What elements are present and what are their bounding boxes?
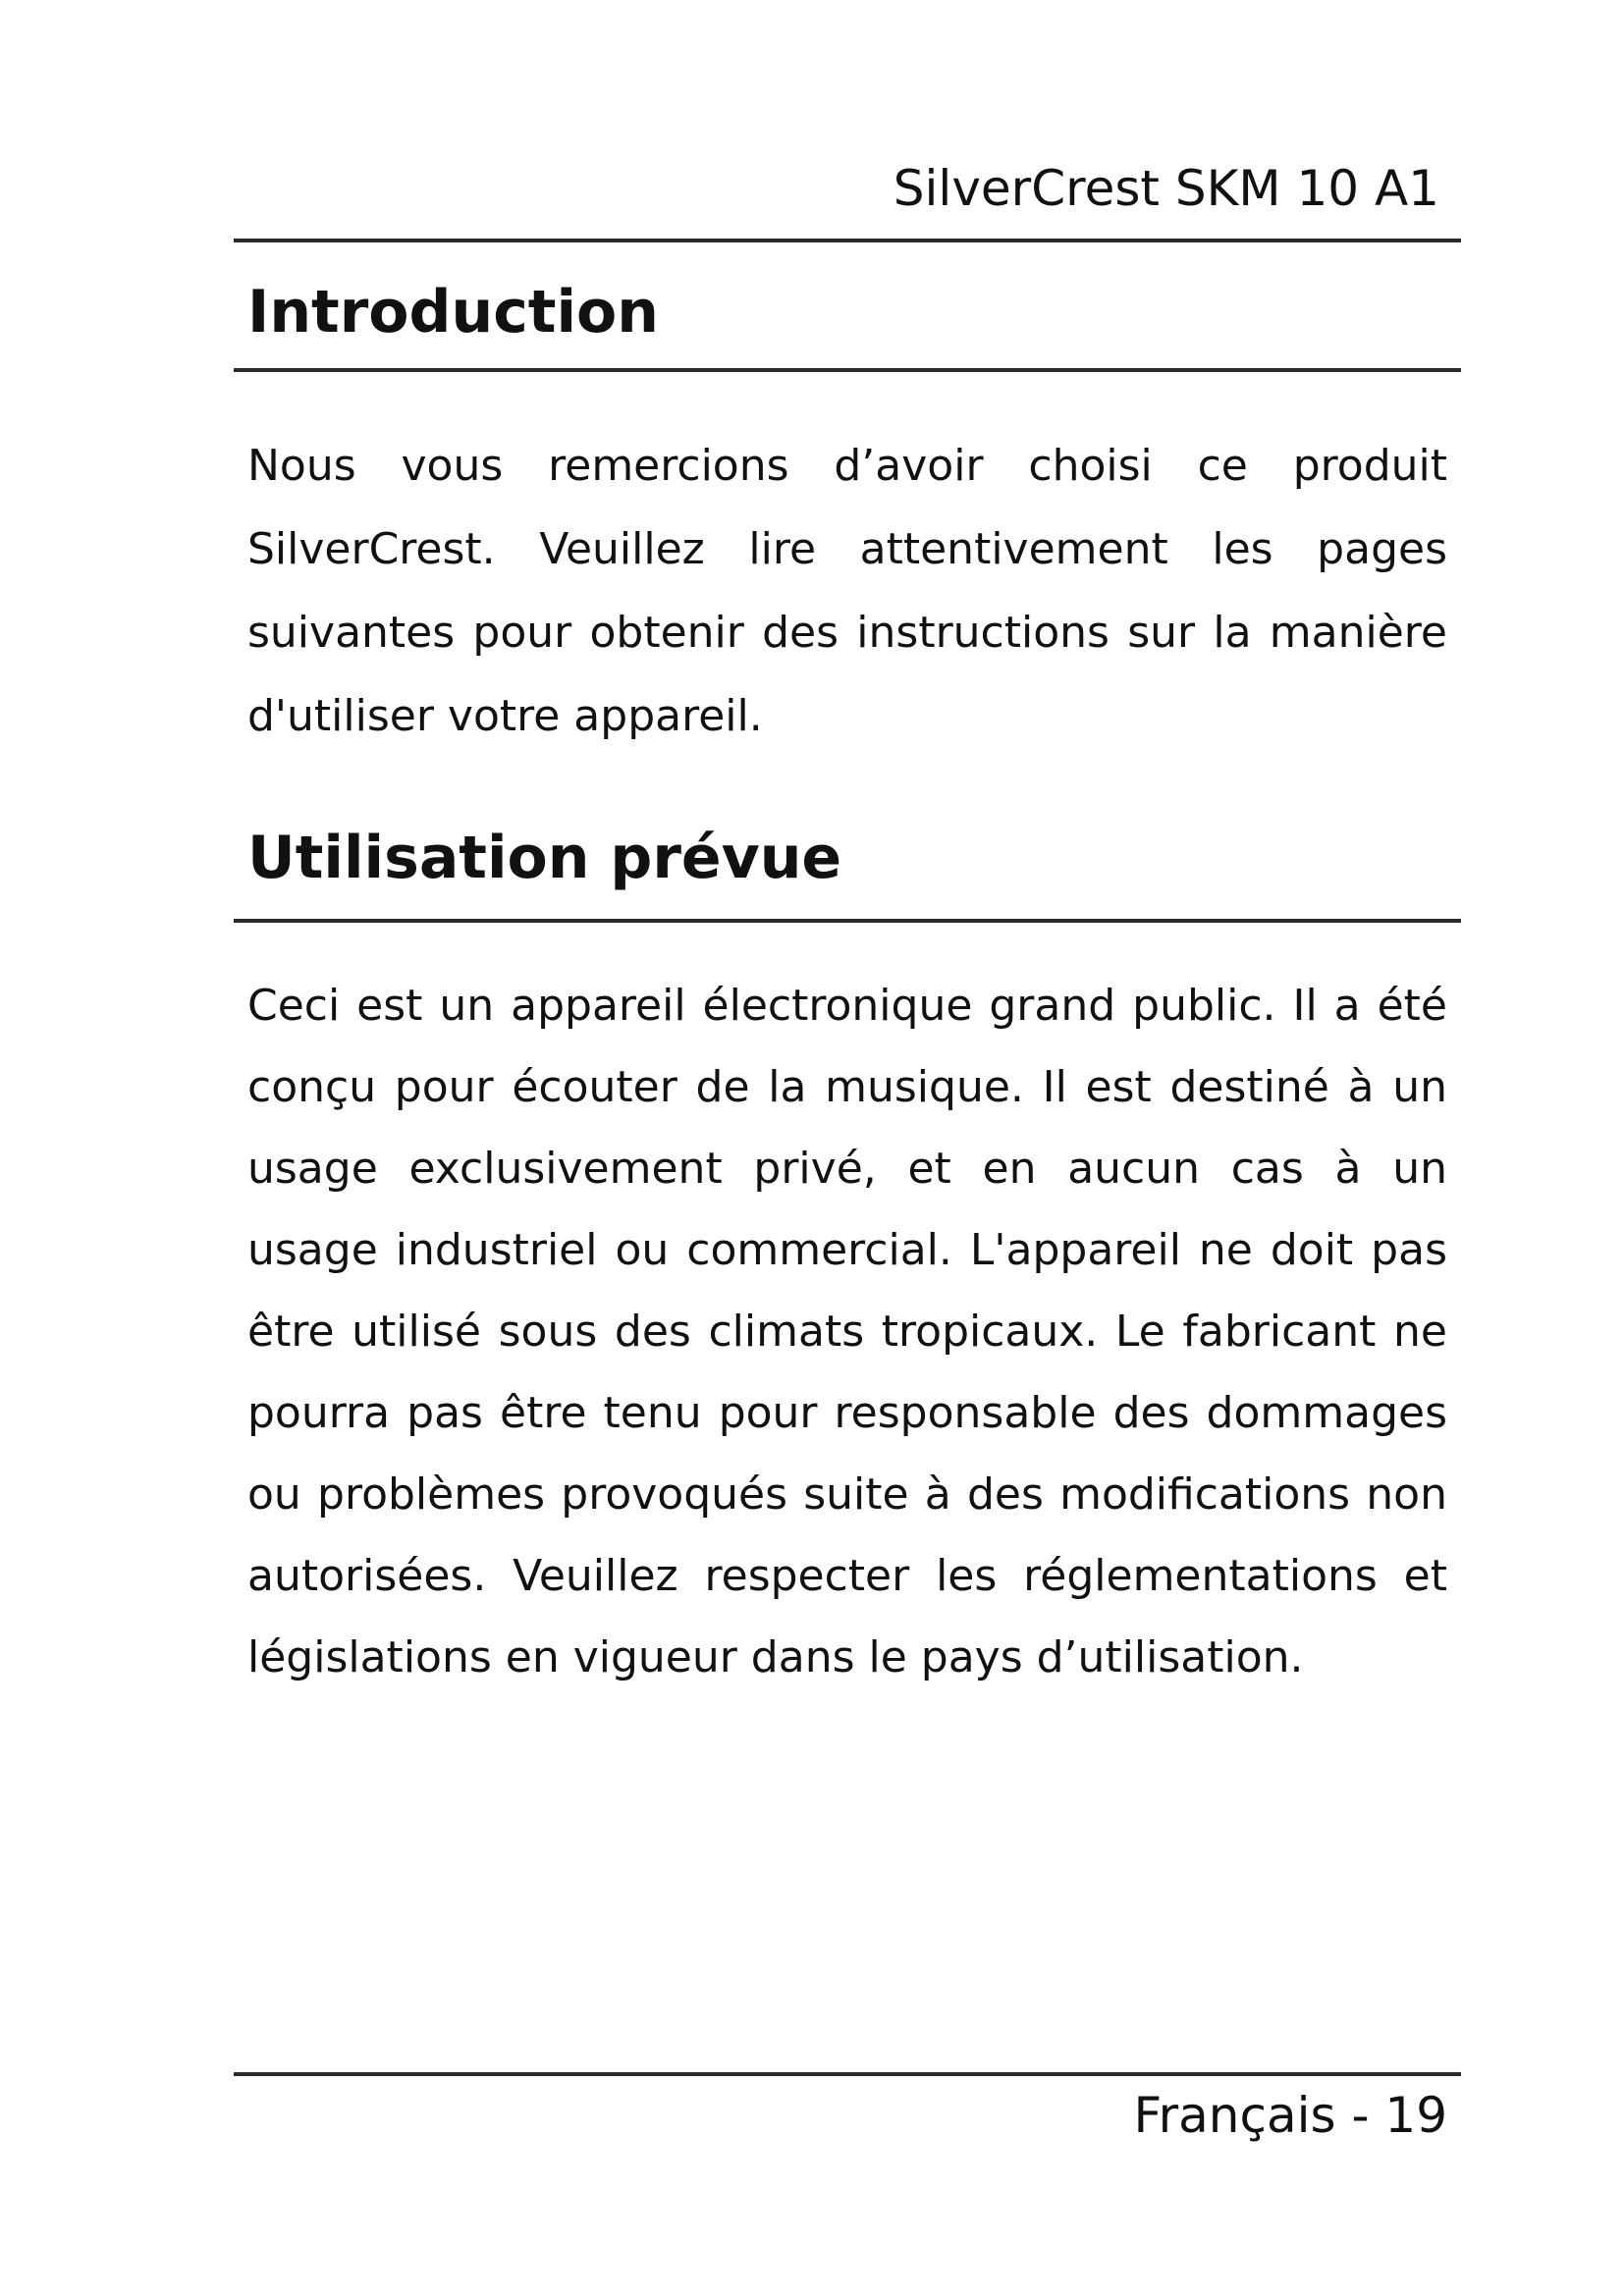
header-rule bbox=[234, 239, 1461, 242]
section-title-introduction: Introduction bbox=[247, 278, 659, 347]
running-header: SilverCrest SKM 10 A1 bbox=[893, 160, 1439, 217]
section-rule-intended-use bbox=[234, 919, 1461, 923]
section-rule-introduction bbox=[234, 368, 1461, 372]
page-number: Français - 19 bbox=[1133, 2087, 1447, 2144]
section-body-introduction: Nous vous remercions d’avoir choisi ce produit SilverCrest. Veuillez lire attentivement les pages suivantes pour obtenir des instructions sur la manière d'utiliser votre appareil. bbox=[247, 441, 1447, 741]
footer-rule bbox=[234, 2072, 1461, 2076]
section-body-intended-use: Ceci est un appareil électronique grand public. Il a été conçu pour écouter de la musique. Il est destiné à un usage exclusivement privé, et en aucun cas à un usage industriel ou commercial. L'appareil ne doit pas être utilisé sous des climats tropicaux. Le fabricant ne pourra pas être tenu pour responsable des dommages ou problèmes provoqués suite à des modifications non autorisées. Veuillez respecter les réglementations et législations en vigueur dans le pays d’utilisation. bbox=[247, 981, 1447, 1682]
section-title-intended-use: Utilisation prévue bbox=[247, 824, 842, 892]
